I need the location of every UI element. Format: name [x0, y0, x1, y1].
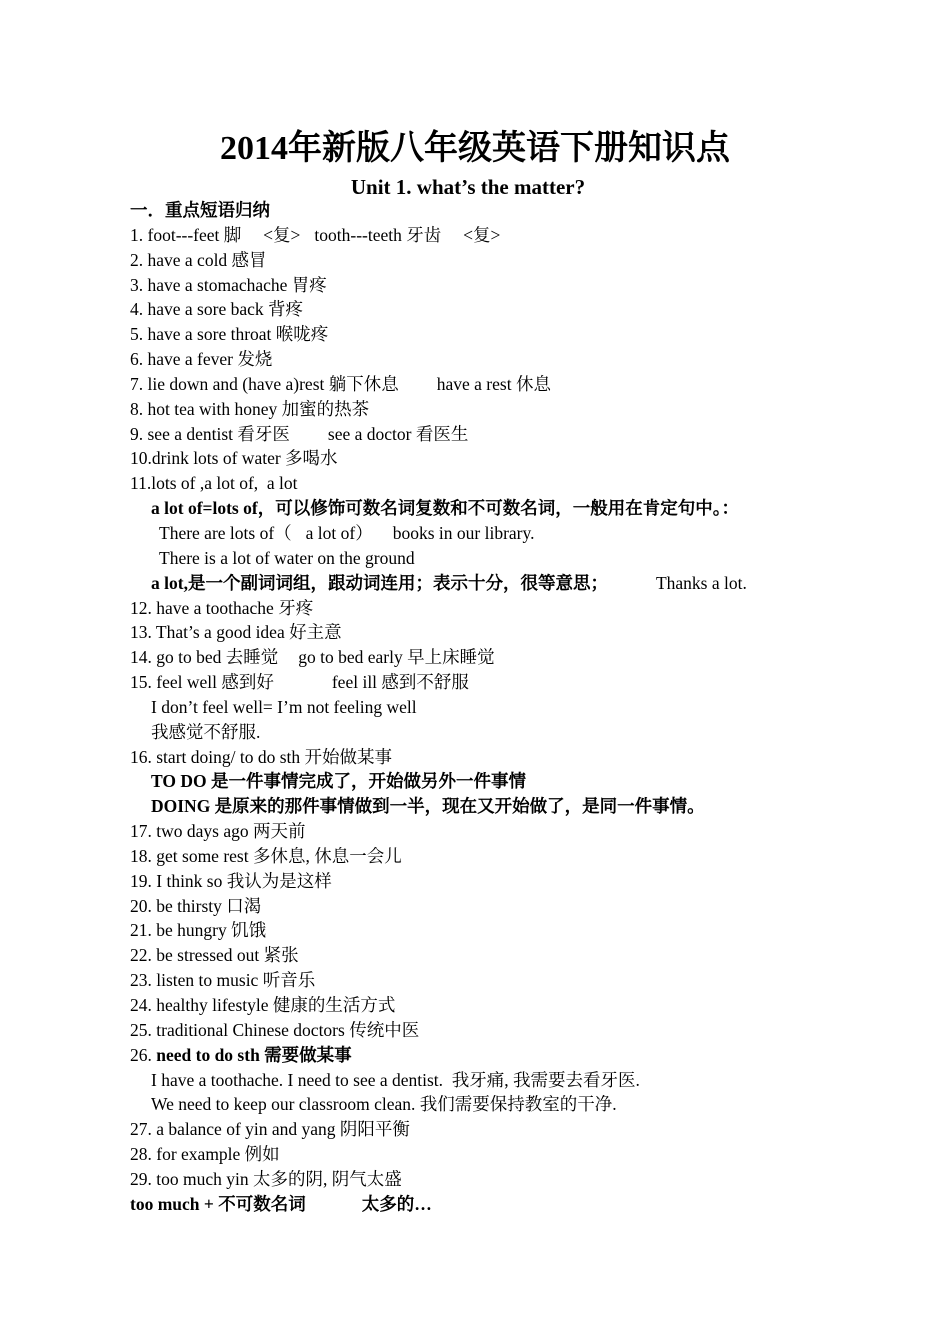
list-item: 9. see a dentist 看牙医 see a doctor 看医生 [130, 423, 469, 444]
example-sentence: There are lots of（ a lot of） books in our library. [159, 522, 535, 543]
list-item: 13. That’s a good idea 好主意 [130, 622, 342, 643]
list-item: 7. lie down and (have a)rest 躺下休息 have a rest 休息 [130, 373, 551, 394]
grammar-note: a lot,是一个副词词组，跟动词连用；表示十分，很等意思； Thanks a lot. [151, 572, 747, 593]
example-sentence: We need to keep our classroom clean. 我们需要保持教室的干净. [151, 1094, 617, 1115]
list-item: 8. hot tea with honey 加蜜的热茶 [130, 398, 370, 419]
phrase-list [130, 198, 830, 1217]
list-item: 15. feel well 感到好 feel ill 感到不舒服 [130, 672, 469, 693]
list-item: 29. too much yin 太多的阴, 阴气太盛 [130, 1168, 402, 1189]
example-sentence: 我感觉不舒服. [151, 721, 261, 742]
list-item: 4. have a sore back 背疼 [130, 299, 303, 320]
list-item: 2. have a cold 感冒 [130, 249, 267, 270]
list-item: 16. start doing/ to do sth 开始做某事 [130, 746, 393, 767]
list-item: 18. get some rest 多休息, 休息一会儿 [130, 845, 402, 866]
list-item: 1. foot---feet 脚 <复> tooth---teeth 牙齿 <复> [130, 224, 501, 245]
list-item: 11.lots of ,a lot of, a lot [130, 473, 298, 494]
grammar-note: DOING 是原来的那件事情做到一半，现在又开始做了，是同一件事情。 [151, 796, 705, 817]
grammar-note: TO DO 是一件事情完成了，开始做另外一件事情 [151, 771, 526, 792]
list-item: 20. be thirsty 口渴 [130, 895, 262, 916]
grammar-note: too much + 不可数名词 太多的… [130, 1193, 432, 1214]
page-title: 2014年新版八年级英语下册知识点 [220, 130, 730, 167]
list-item: 27. a balance of yin and yang 阴阳平衡 [130, 1119, 410, 1140]
list-item: 10.drink lots of water 多喝水 [130, 448, 338, 469]
example-sentence: I have a toothache. I need to see a dentist. 我牙痛, 我需要去看牙医. [151, 1069, 640, 1090]
example-sentence: I don’t feel well= I’m not feeling well [151, 696, 417, 717]
section-heading: 一．重点短语归纳 [130, 200, 270, 220]
list-item: 26. need to do sth 需要做某事 [130, 1044, 352, 1065]
list-item: 6. have a fever 发烧 [130, 349, 273, 370]
list-item: 28. for example 例如 [130, 1144, 280, 1165]
list-item: 14. go to bed 去睡觉 go to bed early 早上床睡觉 [130, 647, 495, 668]
list-item: 19. I think so 我认为是这样 [130, 870, 332, 891]
list-item: 25. traditional Chinese doctors 传统中医 [130, 1019, 420, 1040]
unit-subtitle: Unit 1. what’s the matter? [350, 175, 586, 199]
list-item: 5. have a sore throat 喉咙疼 [130, 324, 329, 345]
example-sentence: There is a lot of water on the ground [159, 547, 415, 568]
list-item: 17. two days ago 两天前 [130, 821, 306, 842]
list-item: 21. be hungry 饥饿 [130, 920, 267, 941]
grammar-note: a lot of=lots of，可以修饰可数名词复数和不可数名词，一般用在肯定句中。： [151, 498, 739, 519]
list-item: 23. listen to music 听音乐 [130, 970, 316, 991]
list-item: 12. have a toothache 牙疼 [130, 597, 314, 618]
list-item: 3. have a stomachache 胃疼 [130, 274, 327, 295]
list-item: 22. be stressed out 紧张 [130, 945, 299, 966]
list-item: 24. healthy lifestyle 健康的生活方式 [130, 995, 396, 1015]
